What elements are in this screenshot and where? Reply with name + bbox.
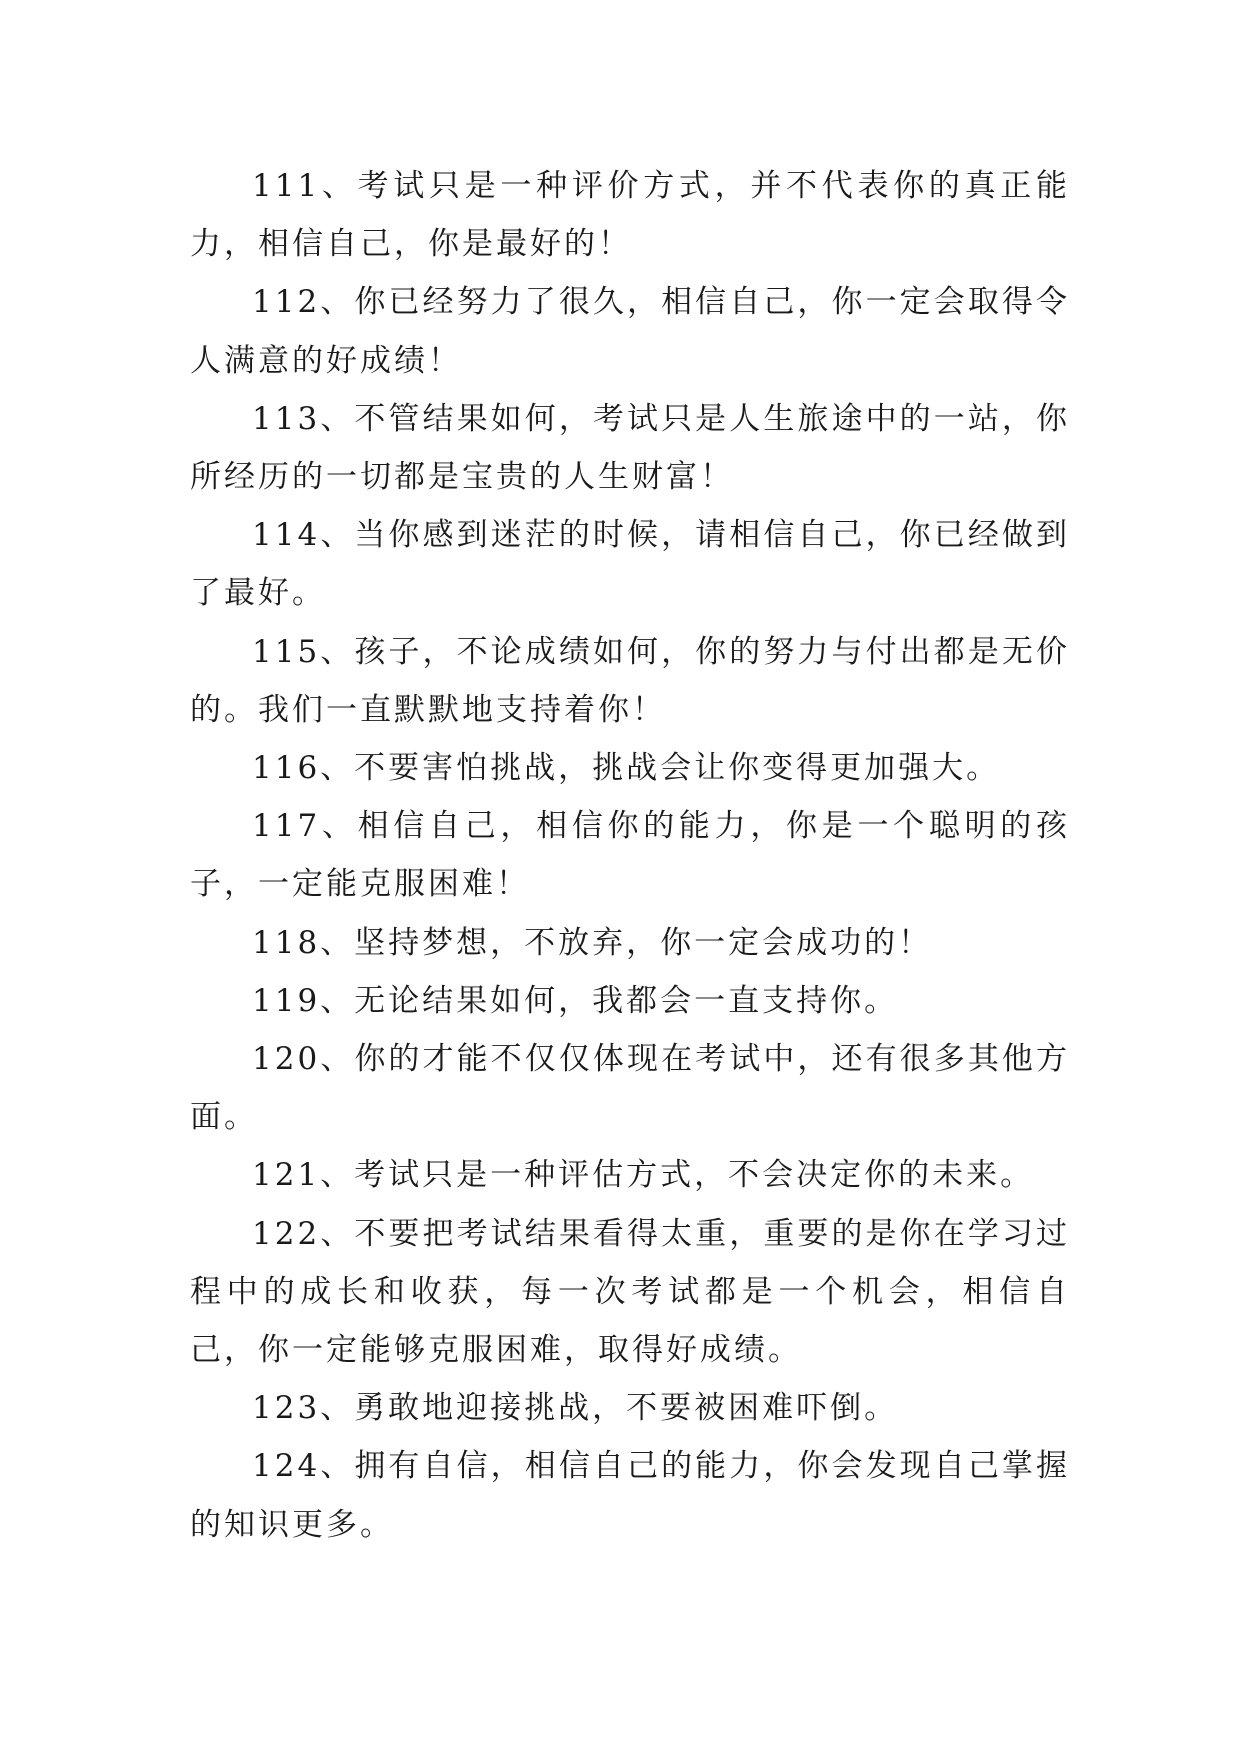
document-body: [190, 157, 1070, 1554]
paragraph-112: 112、你已经努力了很久，相信自己，你一定会取得令人满意的好成绩！: [190, 284, 1070, 379]
paragraph-122: 122、不要把考试结果看得太重，重要的是你在学习过程中的成长和收获，每一次考试都是一个机会，相信自己，你一定能够克服困难，取得好成绩。: [190, 1215, 1070, 1369]
paragraph-114: 114、当你感到迷茫的时候，请相信自己，你已经做到了最好。: [190, 517, 1070, 612]
paragraph-115: 115、孩子，不论成绩如何，你的努力与付出都是无价的。我们一直默默地支持着你！: [190, 633, 1070, 728]
paragraph-120: 120、你的才能不仅仅体现在考试中，还有很多其他方面。: [190, 1041, 1070, 1136]
paragraph-113: 113、不管结果如何，考试只是人生旅途中的一站，你所经历的一切都是宝贵的人生财富！: [190, 400, 1070, 496]
paragraph-124: 124、拥有自信，相信自己的能力，你会发现自己掌握的知识更多。: [190, 1448, 1070, 1543]
paragraph-111: 111、考试只是一种评价方式，并不代表你的真正能力，相信自己，你是最好的！: [190, 168, 1070, 263]
paragraph-117: 117、相信自己，相信你的能力，你是一个聪明的孩子，一定能克服困难！: [190, 808, 1070, 903]
paragraph-119: 119、无论结果如何，我都会一直支持你。: [252, 982, 899, 1019]
paragraph-118: 118、坚持梦想，不放弃，你一定会成功的！: [252, 924, 933, 961]
paragraph-121: 121、考试只是一种评估方式，不会决定你的未来。: [252, 1157, 1035, 1194]
paragraph-123: 123、勇敢地迎接挑战，不要被困难吓倒。: [252, 1390, 899, 1427]
paragraph-116: 116、不要害怕挑战，挑战会让你变得更加强大。: [252, 750, 1001, 787]
